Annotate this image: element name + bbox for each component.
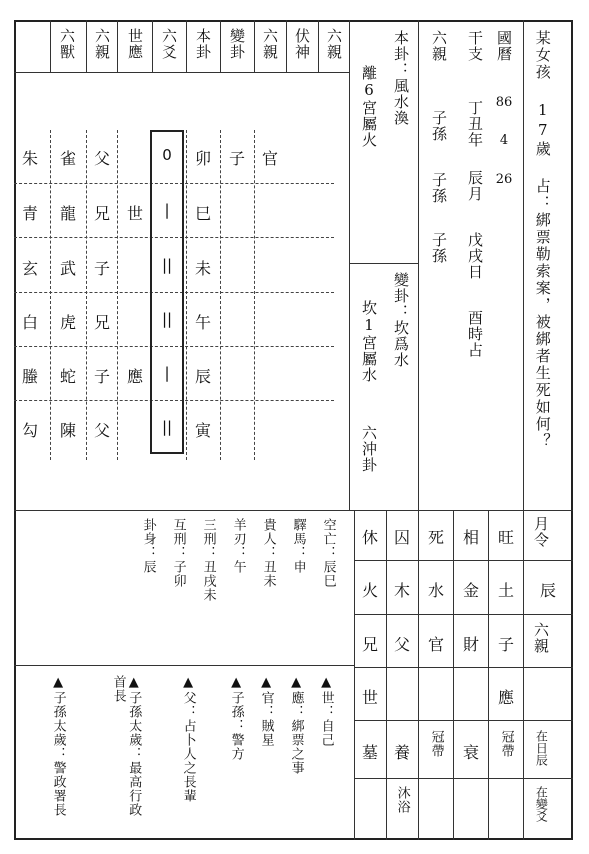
change-gua-palace: 坎1宮屬水 [360, 300, 378, 383]
divider [152, 20, 153, 72]
liuqin-cell: 財 [462, 635, 479, 654]
liuqin-cell: 兄 [93, 204, 110, 223]
main-gua-label: 本卦：風水渙 [392, 30, 410, 126]
yao-box [150, 130, 184, 454]
shensha-item: 卦身：辰 [140, 518, 156, 574]
bengua-cell: 午 [194, 313, 211, 332]
state-cell: 囚 [393, 528, 410, 547]
date-day: 26 [495, 172, 513, 187]
divider [220, 20, 221, 72]
liuqin-cell: 兄 [361, 635, 378, 654]
beast-1: 青 [21, 204, 38, 223]
element-cell: 火 [361, 581, 378, 600]
element-cell: 木 [393, 581, 410, 600]
yao-symbol: || [161, 310, 173, 328]
liuqin-cell: 父 [93, 149, 110, 168]
state-cell: 相 [462, 528, 479, 547]
col-divider [254, 130, 255, 460]
chong-note: 六沖卦 [360, 425, 378, 473]
divider [254, 20, 255, 72]
beast-2: 龍 [59, 204, 76, 223]
note-item: ▲父：占卜人之長輩 [180, 675, 196, 803]
calendar-label: 國曆 [495, 30, 513, 62]
ganzhi-label: 干支 [466, 30, 484, 62]
shiying-cell: 應 [126, 367, 143, 386]
divider [318, 20, 319, 72]
beast-2: 虎 [59, 313, 76, 332]
bengua-cell: 卯 [194, 149, 211, 168]
yao-symbol: 0 [162, 146, 172, 164]
beast-2: 武 [59, 259, 76, 278]
divider [286, 20, 287, 72]
divider [14, 510, 573, 511]
shiying-cell: 應 [497, 688, 514, 707]
col-divider [220, 130, 221, 460]
divider [186, 20, 187, 72]
shiying-cell: 世 [126, 204, 143, 223]
divider [117, 20, 118, 72]
liuqin-cell: 官 [427, 635, 444, 654]
divider [354, 778, 573, 779]
zaichen-cell: 冠帶 [498, 730, 514, 758]
bengua-cell: 寅 [194, 421, 211, 440]
divider [349, 263, 418, 264]
liuqin-cell: 子 [497, 635, 514, 654]
col-divider [86, 130, 87, 460]
note-item: ▲子孫太歲：警政署長 [50, 675, 66, 817]
shensha-item: 羊刃：午 [230, 518, 246, 574]
state-cell: 休 [361, 528, 378, 547]
liuqin-label: 六親 [430, 30, 448, 62]
zaichen-cell: 衰 [462, 743, 479, 762]
yao-symbol: || [161, 418, 173, 436]
header-biangua: 變卦 [228, 28, 246, 60]
shensha-item: 三刑：丑戌未 [200, 518, 216, 602]
biangua-cell: 子 [228, 149, 245, 168]
col-divider [117, 130, 118, 460]
header-yao: 六爻 [160, 28, 178, 60]
header-fushen: 伏神 [293, 28, 311, 60]
divider [354, 560, 573, 561]
zaibian-label: 在變爻 [534, 786, 549, 822]
shensha-item: 貴人：丑未 [260, 518, 276, 588]
divider [354, 614, 573, 615]
note-item: ▲世：自己 [318, 675, 334, 747]
note-item: ▲官：賊星 [258, 675, 274, 747]
beast-2: 雀 [59, 149, 76, 168]
zaichen-cell: 墓 [361, 743, 378, 762]
bengua-cell: 未 [194, 259, 211, 278]
divider [50, 20, 51, 72]
header-shiying: 世應 [126, 28, 144, 60]
element-cell: 水 [427, 581, 444, 600]
header-beast: 六獸 [58, 28, 76, 60]
divider [523, 20, 524, 840]
liuqin2-cell: 官 [261, 149, 278, 168]
day-ganzhi: 戊戌日 [466, 232, 484, 280]
divider [354, 720, 573, 721]
divider [354, 667, 573, 668]
header-liuqin3: 六親 [325, 28, 343, 60]
divider [349, 20, 350, 510]
zaichen-cell: 冠帶 [428, 730, 444, 758]
main-gua-palace: 離6宮屬火 [360, 65, 378, 148]
year-ganzhi: 丁丑年 [466, 100, 484, 148]
zaichen-cell: 養 [393, 743, 410, 762]
liuqin-cell: 子 [93, 259, 110, 278]
liuqin-item: 子孫 [430, 172, 448, 204]
beast-2: 蛇 [59, 367, 76, 386]
beast-1: 玄 [21, 259, 38, 278]
note-item: ▲應：綁票之事 [288, 675, 304, 775]
bengua-cell: 巳 [194, 204, 211, 223]
shensha-item: 空亡：辰巳 [320, 518, 336, 588]
divider [14, 72, 349, 73]
date-month: 4 [499, 133, 509, 148]
liuqin-row-label: 六親 [532, 622, 550, 654]
beast-1: 勾 [21, 421, 38, 440]
shiying-cell: 世 [361, 688, 378, 707]
divider [86, 20, 87, 72]
state-cell: 旺 [497, 528, 514, 547]
divider [418, 20, 419, 510]
yueling-label: 月令 [532, 516, 550, 548]
note-item: ▲子孫太歲：最高行政首長 [110, 675, 142, 817]
yueling-value: 辰 [539, 581, 556, 600]
beast-2: 陳 [59, 421, 76, 440]
shensha-item: 互刑：子卯 [170, 518, 186, 588]
month-ganzhi: 辰月 [466, 170, 484, 202]
col-divider [186, 130, 187, 460]
bengua-cell: 辰 [194, 367, 211, 386]
yao-symbol: | [164, 364, 170, 382]
state-cell: 死 [427, 528, 444, 547]
liuqin-cell: 父 [393, 635, 410, 654]
change-gua-label: 變卦：坎爲水 [392, 272, 410, 368]
yao-symbol: || [161, 256, 173, 274]
element-cell: 土 [497, 581, 514, 600]
col-divider [50, 130, 51, 460]
liuqin-item: 子孫 [430, 110, 448, 142]
zaichen-label: 在日辰 [534, 730, 549, 766]
date-year: 86 [495, 95, 513, 110]
shensha-item: 驛馬：申 [290, 518, 306, 574]
hour-ganzhi: 酉時占 [466, 310, 484, 358]
element-cell: 金 [462, 581, 479, 600]
beast-1: 朱 [21, 149, 38, 168]
divider [14, 665, 354, 666]
liuqin-cell: 父 [93, 421, 110, 440]
zaibian-cell: 沐浴 [394, 786, 410, 814]
beast-1: 白 [21, 313, 38, 332]
question-title: 某女孩 17歲 占：綁票勒索案，被綁者生死如何？ [533, 30, 552, 450]
yao-symbol: | [164, 201, 170, 219]
header-liuqin2: 六親 [261, 28, 279, 60]
liuqin-item: 子孫 [430, 232, 448, 264]
liuqin-cell: 兄 [93, 313, 110, 332]
note-item: ▲子孫：警方 [228, 675, 244, 761]
beast-1: 螣 [21, 367, 38, 386]
header-liuqin: 六親 [93, 28, 111, 60]
header-bengua: 本卦 [194, 28, 212, 60]
liuqin-cell: 子 [93, 367, 110, 386]
